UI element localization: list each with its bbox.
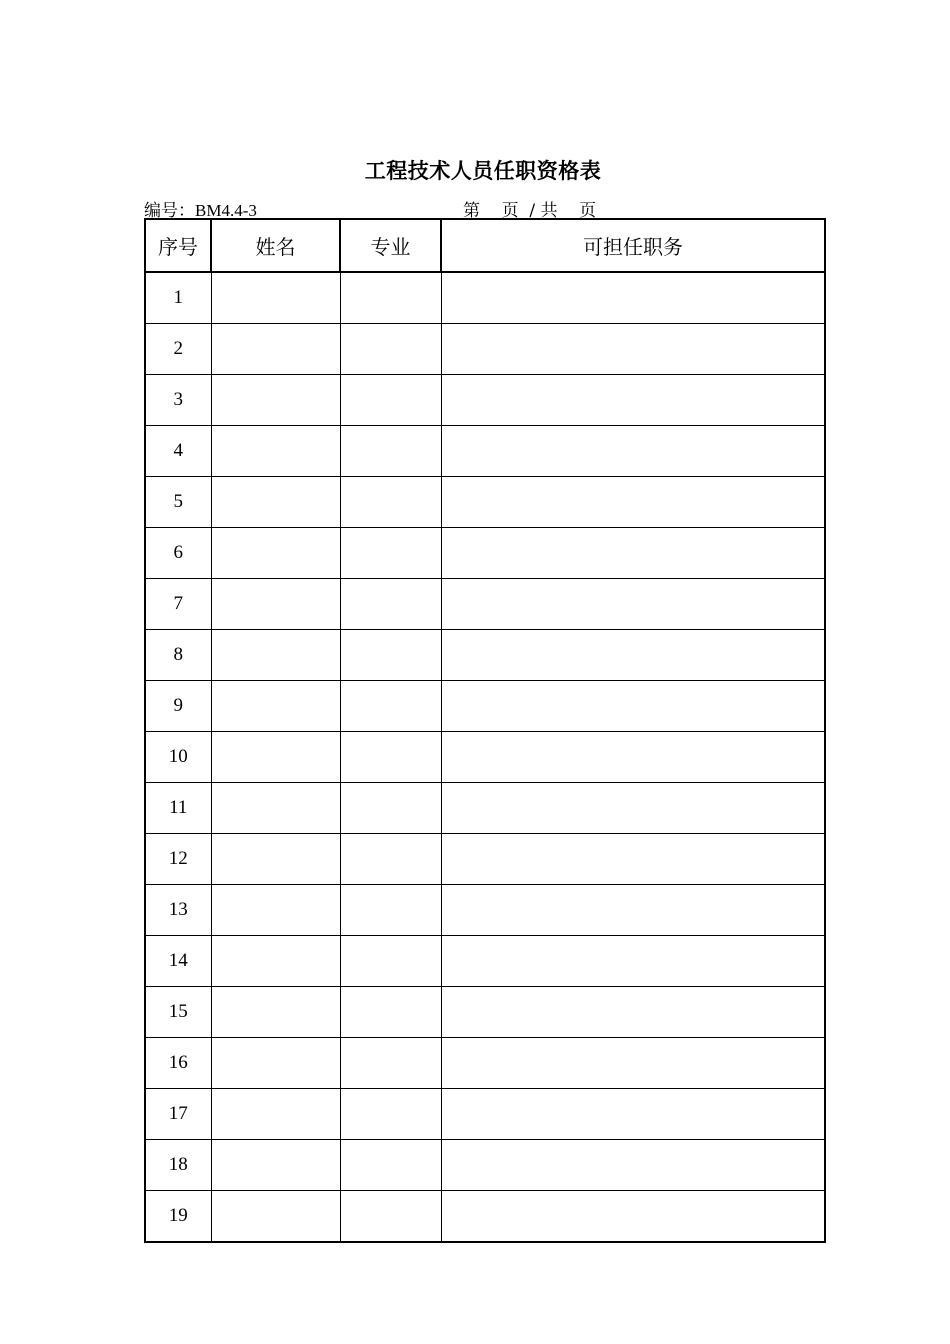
row-index-cell: 10 bbox=[145, 732, 211, 783]
major-cell[interactable] bbox=[340, 732, 441, 783]
table-row bbox=[145, 477, 825, 528]
name-cell[interactable] bbox=[211, 272, 340, 324]
position-cell[interactable] bbox=[441, 681, 825, 732]
major-cell[interactable] bbox=[340, 579, 441, 630]
major-cell[interactable] bbox=[340, 936, 441, 987]
document-code-value: BM4.4-3 bbox=[195, 201, 257, 220]
position-cell[interactable] bbox=[441, 885, 825, 936]
row-index-cell: 14 bbox=[145, 936, 211, 987]
header-major: 专业 bbox=[340, 219, 441, 272]
major-cell[interactable] bbox=[340, 528, 441, 579]
table-body bbox=[145, 272, 825, 1242]
major-cell[interactable] bbox=[340, 1038, 441, 1089]
row-index-cell: 8 bbox=[145, 630, 211, 681]
position-cell[interactable] bbox=[441, 324, 825, 375]
name-cell[interactable] bbox=[211, 426, 340, 477]
table-row bbox=[145, 1089, 825, 1140]
row-index-cell: 2 bbox=[145, 324, 211, 375]
position-cell[interactable] bbox=[441, 375, 825, 426]
name-cell[interactable] bbox=[211, 579, 340, 630]
table-header-row bbox=[145, 219, 825, 272]
row-index-cell: 6 bbox=[145, 528, 211, 579]
row-index-cell: 18 bbox=[145, 1140, 211, 1191]
position-cell[interactable] bbox=[441, 272, 825, 324]
name-cell[interactable] bbox=[211, 987, 340, 1038]
major-cell[interactable] bbox=[340, 1191, 441, 1243]
table-row bbox=[145, 324, 825, 375]
position-cell[interactable] bbox=[441, 732, 825, 783]
row-index-cell: 19 bbox=[145, 1191, 211, 1243]
table-row bbox=[145, 528, 825, 579]
position-cell[interactable] bbox=[441, 426, 825, 477]
table-row bbox=[145, 579, 825, 630]
name-cell[interactable] bbox=[211, 936, 340, 987]
table-row bbox=[145, 885, 825, 936]
table-row bbox=[145, 630, 825, 681]
row-index-cell: 3 bbox=[145, 375, 211, 426]
table-row bbox=[145, 732, 825, 783]
header-name: 姓名 bbox=[211, 219, 340, 272]
qualification-table bbox=[144, 218, 826, 1243]
position-cell[interactable] bbox=[441, 1140, 825, 1191]
table-row bbox=[145, 1191, 825, 1243]
major-cell[interactable] bbox=[340, 477, 441, 528]
major-cell[interactable] bbox=[340, 885, 441, 936]
name-cell[interactable] bbox=[211, 477, 340, 528]
row-index-cell: 13 bbox=[145, 885, 211, 936]
position-cell[interactable] bbox=[441, 630, 825, 681]
major-cell[interactable] bbox=[340, 1140, 441, 1191]
table-row bbox=[145, 426, 825, 477]
name-cell[interactable] bbox=[211, 834, 340, 885]
row-index-cell: 1 bbox=[145, 272, 211, 324]
major-cell[interactable] bbox=[340, 834, 441, 885]
table-row bbox=[145, 1038, 825, 1089]
major-cell[interactable] bbox=[340, 375, 441, 426]
row-index-cell: 9 bbox=[145, 681, 211, 732]
page-indicator: 第 页 / 共 页 bbox=[463, 201, 597, 221]
table-row bbox=[145, 936, 825, 987]
position-cell[interactable] bbox=[441, 1191, 825, 1243]
major-cell[interactable] bbox=[340, 324, 441, 375]
table-row bbox=[145, 375, 825, 426]
major-cell[interactable] bbox=[340, 987, 441, 1038]
document-code-label: 编号： bbox=[144, 201, 195, 221]
name-cell[interactable] bbox=[211, 630, 340, 681]
major-cell[interactable] bbox=[340, 630, 441, 681]
name-cell[interactable] bbox=[211, 324, 340, 375]
header-position: 可担任职务 bbox=[441, 219, 825, 272]
position-cell[interactable] bbox=[441, 579, 825, 630]
row-index-cell: 5 bbox=[145, 477, 211, 528]
major-cell[interactable] bbox=[340, 681, 441, 732]
position-cell[interactable] bbox=[441, 1089, 825, 1140]
name-cell[interactable] bbox=[211, 681, 340, 732]
position-cell[interactable] bbox=[441, 987, 825, 1038]
table-row bbox=[145, 783, 825, 834]
table-row bbox=[145, 1140, 825, 1191]
name-cell[interactable] bbox=[211, 885, 340, 936]
row-index-cell: 11 bbox=[145, 783, 211, 834]
name-cell[interactable] bbox=[211, 783, 340, 834]
major-cell[interactable] bbox=[340, 783, 441, 834]
name-cell[interactable] bbox=[211, 375, 340, 426]
name-cell[interactable] bbox=[211, 1191, 340, 1243]
name-cell[interactable] bbox=[211, 528, 340, 579]
table-row bbox=[145, 987, 825, 1038]
position-cell[interactable] bbox=[441, 783, 825, 834]
row-index-cell: 17 bbox=[145, 1089, 211, 1140]
row-index-cell: 12 bbox=[145, 834, 211, 885]
position-cell[interactable] bbox=[441, 834, 825, 885]
name-cell[interactable] bbox=[211, 1089, 340, 1140]
name-cell[interactable] bbox=[211, 1140, 340, 1191]
table-row bbox=[145, 681, 825, 732]
row-index-cell: 7 bbox=[145, 579, 211, 630]
name-cell[interactable] bbox=[211, 1038, 340, 1089]
major-cell[interactable] bbox=[340, 272, 441, 324]
row-index-cell: 16 bbox=[145, 1038, 211, 1089]
table-row bbox=[145, 272, 825, 324]
row-index-cell: 15 bbox=[145, 987, 211, 1038]
position-cell[interactable] bbox=[441, 936, 825, 987]
header-index: 序号 bbox=[145, 219, 211, 272]
position-cell[interactable] bbox=[441, 1038, 825, 1089]
major-cell[interactable] bbox=[340, 1089, 441, 1140]
major-cell[interactable] bbox=[340, 426, 441, 477]
row-index-cell: 4 bbox=[145, 426, 211, 477]
position-cell[interactable] bbox=[441, 477, 825, 528]
position-cell[interactable] bbox=[441, 528, 825, 579]
name-cell[interactable] bbox=[211, 732, 340, 783]
table-row bbox=[145, 834, 825, 885]
document-title: 工程技术人员任职资格表 bbox=[364, 159, 602, 183]
